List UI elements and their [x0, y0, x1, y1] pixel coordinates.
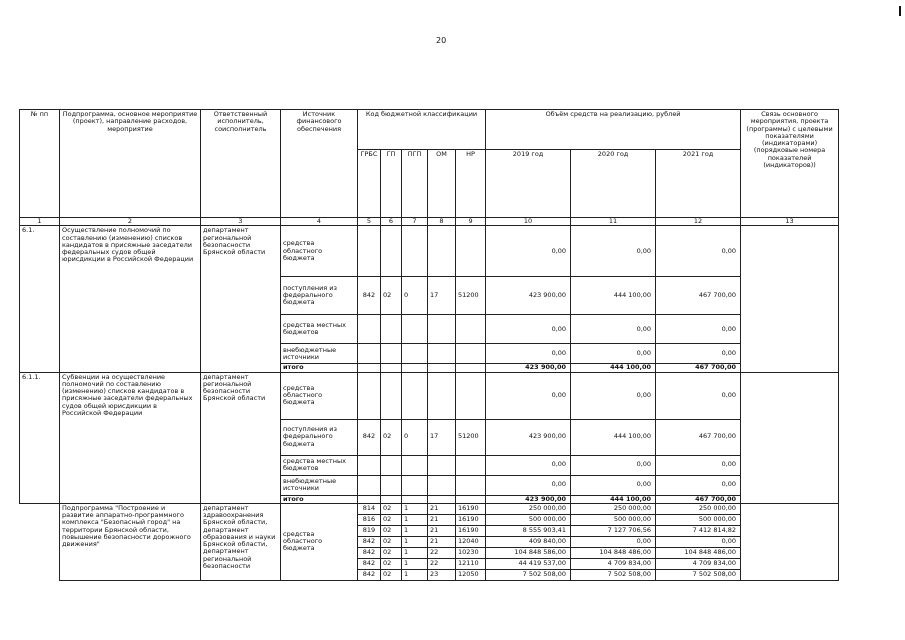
cell-pgp	[402, 226, 428, 277]
cell-grbs: 819	[358, 525, 381, 536]
header-year-2021: 2021 год	[656, 150, 741, 218]
cell-2021: 0,00	[656, 226, 741, 277]
cell-pgp: 0	[402, 419, 428, 455]
row-executor: департамент региональной безопасности Брянской области	[201, 372, 281, 503]
cell-2019: 0,00	[486, 226, 571, 277]
cell-nr: 10230	[456, 547, 486, 558]
header-amount: Объём средств на реализацию, рублей	[486, 110, 741, 150]
cell-om	[428, 344, 456, 364]
cell-pgp: 1	[402, 547, 428, 558]
cell-2019: 500 000,00	[486, 514, 571, 525]
cell-om: 22	[428, 547, 456, 558]
total-2020: 444 100,00	[571, 495, 656, 503]
cell-pgp	[402, 372, 428, 419]
cell-2021: 7 412 814,82	[656, 525, 741, 536]
cell-om: 17	[428, 277, 456, 315]
cell-grbs	[358, 344, 381, 364]
cell-2020: 7 502 508,00	[571, 569, 656, 580]
page-number: 20	[436, 36, 447, 45]
cell-om: 22	[428, 558, 456, 569]
cell-gp: 02	[381, 547, 402, 558]
table-row	[20, 503, 839, 514]
header-executor: Ответственный исполнитель, соисполнитель	[201, 110, 281, 218]
cell-grbs: 842	[358, 569, 381, 580]
cell-2020: 0,00	[571, 226, 656, 277]
cell-2021: 7 502 508,00	[656, 569, 741, 580]
total-2020: 444 100,00	[571, 364, 656, 372]
cell-gp: 02	[381, 503, 402, 514]
cell-link	[741, 503, 839, 580]
col-num: 10	[486, 218, 571, 226]
cell-2020: 7 127 706,56	[571, 525, 656, 536]
budget-table	[19, 109, 839, 581]
cell-gp: 02	[381, 419, 402, 455]
cell-2020: 444 100,00	[571, 419, 656, 455]
row-source: средства областного бюджета	[281, 503, 358, 580]
row-source: средства местных бюджетов	[281, 315, 358, 344]
cell-gp	[381, 344, 402, 364]
cell-nr: 51200	[456, 419, 486, 455]
cell-2019: 250 000,00	[486, 503, 571, 514]
cell-nr: 16190	[456, 514, 486, 525]
total-2019: 423 900,00	[486, 495, 571, 503]
cell-2021: 104 848 486,00	[656, 547, 741, 558]
cell-2019: 0,00	[486, 455, 571, 475]
cell-grbs: 814	[358, 503, 381, 514]
col-num: 4	[281, 218, 358, 226]
total-label: итого	[281, 364, 358, 372]
header-link: Связь основного мероприятия, проекта (программы) с целевыми показателями (индикаторами) (порядковые номера показателей (индикаторов))	[741, 110, 839, 218]
header-nr: НР	[456, 150, 486, 218]
row-source: внебюджетные источники	[281, 344, 358, 364]
cell-2019: 104 848 586,00	[486, 547, 571, 558]
header-name: Подпрограмма, основное мероприятие (проект), направление расходов, мероприятие	[60, 110, 201, 218]
cell-om	[428, 226, 456, 277]
cell-pgp	[402, 455, 428, 475]
cell-gp: 02	[381, 558, 402, 569]
scan-edge-mark	[899, 6, 901, 16]
cell-grbs: 842	[358, 558, 381, 569]
cell-link	[741, 372, 839, 503]
cell-gp	[381, 372, 402, 419]
cell-2021: 467 700,00	[656, 419, 741, 455]
cell-pgp: 1	[402, 503, 428, 514]
row-name: Субвенции на осуществление полномочий по составлению (изменению) списков кандидатов в присяжные заседатели федеральных судов общей юрисдикции в Российской Федерации	[60, 372, 201, 503]
cell-2021: 0,00	[656, 536, 741, 547]
cell-2019: 0,00	[486, 344, 571, 364]
cell-grbs	[358, 372, 381, 419]
cell-grbs: 842	[358, 277, 381, 315]
cell-2020: 250 000,00	[571, 503, 656, 514]
cell-2020: 0,00	[571, 475, 656, 495]
col-num: 7	[402, 218, 428, 226]
cell-2019: 0,00	[486, 372, 571, 419]
cell-om: 21	[428, 503, 456, 514]
cell-2019: 409 840,00	[486, 536, 571, 547]
row-number: 6.1.	[20, 226, 60, 372]
header-no: № пп	[20, 110, 60, 218]
col-num: 2	[60, 218, 201, 226]
cell-om: 21	[428, 514, 456, 525]
header-year-2019: 2019 год	[486, 150, 571, 218]
header-source: Источник финансового обеспечения	[281, 110, 358, 218]
cell-pgp: 1	[402, 569, 428, 580]
cell-2019: 8 555 903,41	[486, 525, 571, 536]
cell-pgp: 1	[402, 558, 428, 569]
cell-nr	[456, 475, 486, 495]
cell-link	[741, 226, 839, 372]
cell-om: 17	[428, 419, 456, 455]
cell-grbs	[358, 226, 381, 277]
total-2021: 467 700,00	[656, 364, 741, 372]
col-num: 11	[571, 218, 656, 226]
cell-2020: 0,00	[571, 372, 656, 419]
cell-pgp	[402, 344, 428, 364]
cell-nr	[456, 315, 486, 344]
cell-grbs	[358, 475, 381, 495]
cell-2019: 423 900,00	[486, 277, 571, 315]
cell-gp	[381, 315, 402, 344]
cell-nr: 12040	[456, 536, 486, 547]
cell-2019: 0,00	[486, 475, 571, 495]
col-num: 5	[358, 218, 381, 226]
cell-gp: 02	[381, 536, 402, 547]
cell-gp	[381, 475, 402, 495]
cell-om: 21	[428, 525, 456, 536]
cell-gp	[381, 226, 402, 277]
cell-gp: 02	[381, 277, 402, 315]
cell-nr: 16190	[456, 503, 486, 514]
cell-om	[428, 455, 456, 475]
col-num: 9	[456, 218, 486, 226]
cell-om	[428, 372, 456, 419]
row-source: внебюджетные источники	[281, 475, 358, 495]
cell-nr: 12050	[456, 569, 486, 580]
cell-pgp: 1	[402, 525, 428, 536]
total-2021: 467 700,00	[656, 495, 741, 503]
cell-om: 21	[428, 536, 456, 547]
cell-2021: 250 000,00	[656, 503, 741, 514]
cell-gp: 02	[381, 525, 402, 536]
row-source: средства областного бюджета	[281, 226, 358, 277]
cell-2020: 500 000,00	[571, 514, 656, 525]
cell-2019: 7 502 508,00	[486, 569, 571, 580]
header-gp: ГП	[381, 150, 402, 218]
cell-om	[428, 315, 456, 344]
cell-grbs: 816	[358, 514, 381, 525]
cell-2021: 0,00	[656, 475, 741, 495]
total-label: итого	[281, 495, 358, 503]
header-budget-code: Код бюджетной классификации	[358, 110, 486, 150]
col-num: 1	[20, 218, 60, 226]
cell-2021: 500 000,00	[656, 514, 741, 525]
cell-grbs: 842	[358, 419, 381, 455]
cell-om: 23	[428, 569, 456, 580]
cell-2019: 0,00	[486, 315, 571, 344]
cell-nr	[456, 372, 486, 419]
cell-pgp	[402, 315, 428, 344]
row-executor: департамент региональной безопасности Брянской области	[201, 226, 281, 372]
header-row	[20, 110, 839, 150]
cell-2020: 104 848 486,00	[571, 547, 656, 558]
cell-grbs	[358, 315, 381, 344]
cell-nr: 12110	[456, 558, 486, 569]
cell-nr: 16190	[456, 525, 486, 536]
cell-2021: 467 700,00	[656, 277, 741, 315]
cell-2019: 423 900,00	[486, 419, 571, 455]
cell-pgp: 1	[402, 536, 428, 547]
cell-2020: 0,00	[571, 455, 656, 475]
cell-2021: 0,00	[656, 315, 741, 344]
cell-2021: 0,00	[656, 372, 741, 419]
cell-2021: 0,00	[656, 344, 741, 364]
row-source: средства местных бюджетов	[281, 455, 358, 475]
cell-nr	[456, 455, 486, 475]
col-num: 3	[201, 218, 281, 226]
cell-pgp: 0	[402, 277, 428, 315]
cell-nr	[456, 226, 486, 277]
header-pgp: ПГП	[402, 150, 428, 218]
col-num: 8	[428, 218, 456, 226]
cell-2020: 4 709 834,00	[571, 558, 656, 569]
cell-2020: 444 100,00	[571, 277, 656, 315]
row-number: 6.1.1.	[20, 372, 60, 503]
row-source: поступления из федерального бюджета	[281, 277, 358, 315]
cell-pgp: 1	[402, 514, 428, 525]
cell-2020: 0,00	[571, 344, 656, 364]
row-source: поступления из федерального бюджета	[281, 419, 358, 455]
cell-2020: 0,00	[571, 315, 656, 344]
cell-2020: 0,00	[571, 536, 656, 547]
cell-2019: 44 419 537,00	[486, 558, 571, 569]
row-executor: департамент здравоохранения Брянской области, департамент образования и науки Брянской области, департамент региональной безопасности	[201, 503, 281, 580]
cell-nr	[456, 344, 486, 364]
cell-gp: 02	[381, 514, 402, 525]
table-row	[20, 226, 839, 277]
col-num: 13	[741, 218, 839, 226]
cell-gp	[381, 455, 402, 475]
header-om: ОМ	[428, 150, 456, 218]
column-numbers-row	[20, 218, 839, 226]
row-name: Подпрограмма "Построение и развитие аппаратно-программного комплекса "Безопасный город" на территории Брянской области, повышение безопасности дорожного движения"	[60, 503, 201, 580]
header-grbs: ГРБС	[358, 150, 381, 218]
col-num: 12	[656, 218, 741, 226]
col-num: 6	[381, 218, 402, 226]
table-row	[20, 372, 839, 419]
cell-2021: 4 709 834,00	[656, 558, 741, 569]
cell-grbs: 842	[358, 536, 381, 547]
cell-grbs: 842	[358, 547, 381, 558]
cell-pgp	[402, 475, 428, 495]
row-number	[20, 503, 60, 580]
cell-om	[428, 475, 456, 495]
cell-2021: 0,00	[656, 455, 741, 475]
header-year-2020: 2020 год	[571, 150, 656, 218]
cell-gp: 02	[381, 569, 402, 580]
total-2019: 423 900,00	[486, 364, 571, 372]
cell-nr: 51200	[456, 277, 486, 315]
cell-grbs	[358, 455, 381, 475]
row-name: Осуществление полномочий по составлению (изменению) списков кандидатов в присяжные заседатели федеральных судов общей юрисдикции в Российской Федерации	[60, 226, 201, 372]
row-source: средства областного бюджета	[281, 372, 358, 419]
